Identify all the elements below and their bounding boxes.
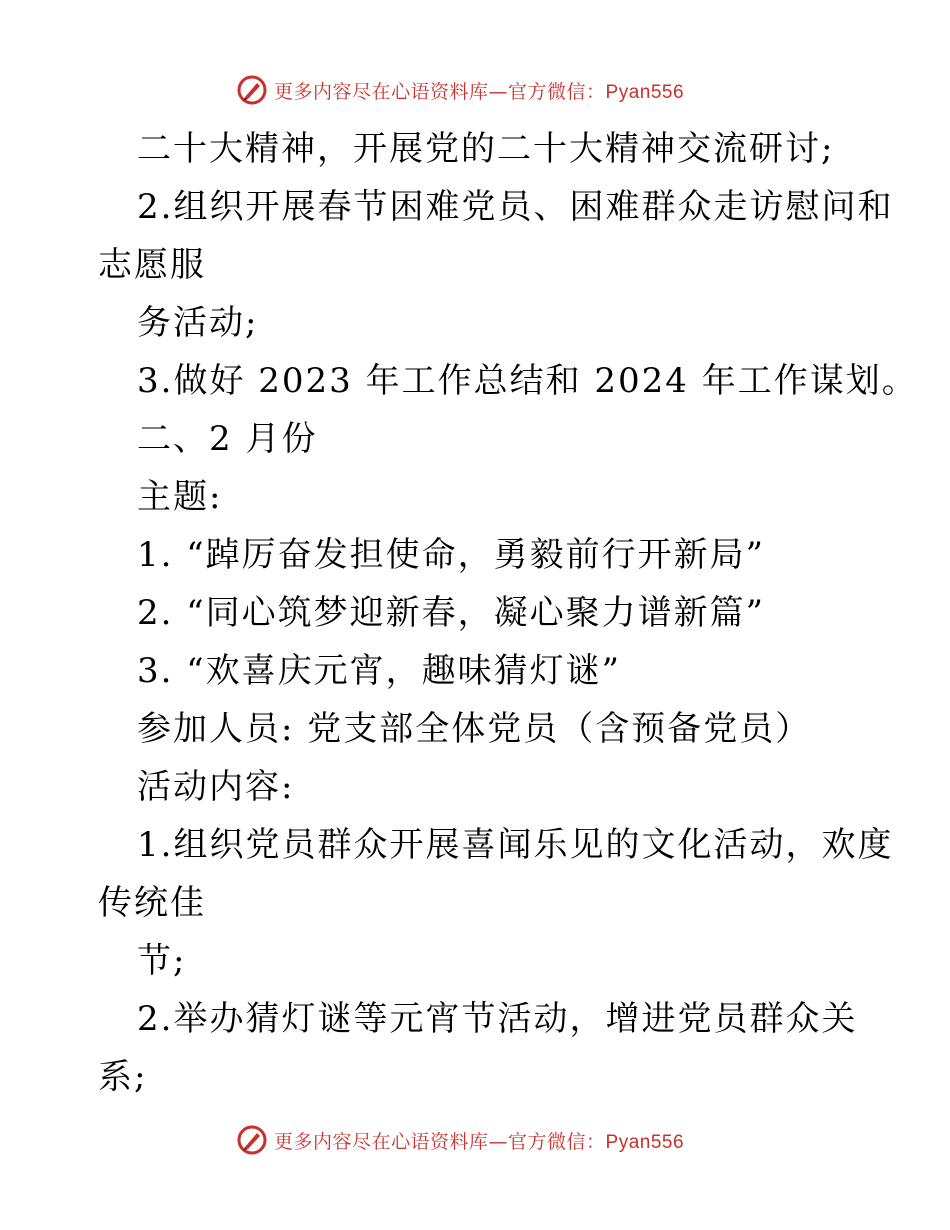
pen-logo-icon — [236, 1124, 268, 1156]
text-line: 1.组织党员群众开展喜闻乐见的文化活动，欢度 — [137, 825, 894, 865]
footer-watermark — [236, 1123, 684, 1157]
watermark-text: 更多内容尽在心语资料库—官方微信：Pyan556 — [274, 1130, 685, 1153]
text-line: 节; — [137, 941, 187, 981]
watermark-text: 更多内容尽在心语资料库—官方微信：Pyan556 — [274, 80, 685, 103]
text-line: 参加人员: 党支部全体党员（含预备党员） — [137, 709, 812, 749]
text-line: 2.组织开展春节困难党员、困难群众走访慰问和 — [137, 187, 894, 227]
theme-item: 2. “同心筑梦迎新春，凝心聚力谱新篇” — [137, 593, 766, 633]
text-line: 系; — [98, 1057, 148, 1097]
text-line: 活动内容: — [137, 767, 295, 807]
text-line: 主题: — [137, 477, 223, 517]
pen-logo-icon — [236, 74, 268, 106]
text-line: 传统佳 — [98, 883, 206, 923]
header-watermark — [236, 73, 684, 107]
text-line: 二十大精神，开展党的二十大精神交流研讨; — [137, 129, 835, 169]
text-line: 2.举办猜灯谜等元宵节活动，增进党员群众关 — [137, 999, 858, 1039]
text-line: 务活动; — [137, 303, 259, 343]
text-line: 3.做好 2023 年工作总结和 2024 年工作谋划。 — [137, 361, 918, 401]
text-line: 志愿服 — [98, 245, 206, 285]
theme-item: 1. “踔厉奋发担使命，勇毅前行开新局” — [137, 535, 766, 575]
section-heading: 二、2 月份 — [137, 419, 318, 459]
theme-item: 3. “欢喜庆元宵，趣味猜灯谜” — [137, 651, 622, 691]
